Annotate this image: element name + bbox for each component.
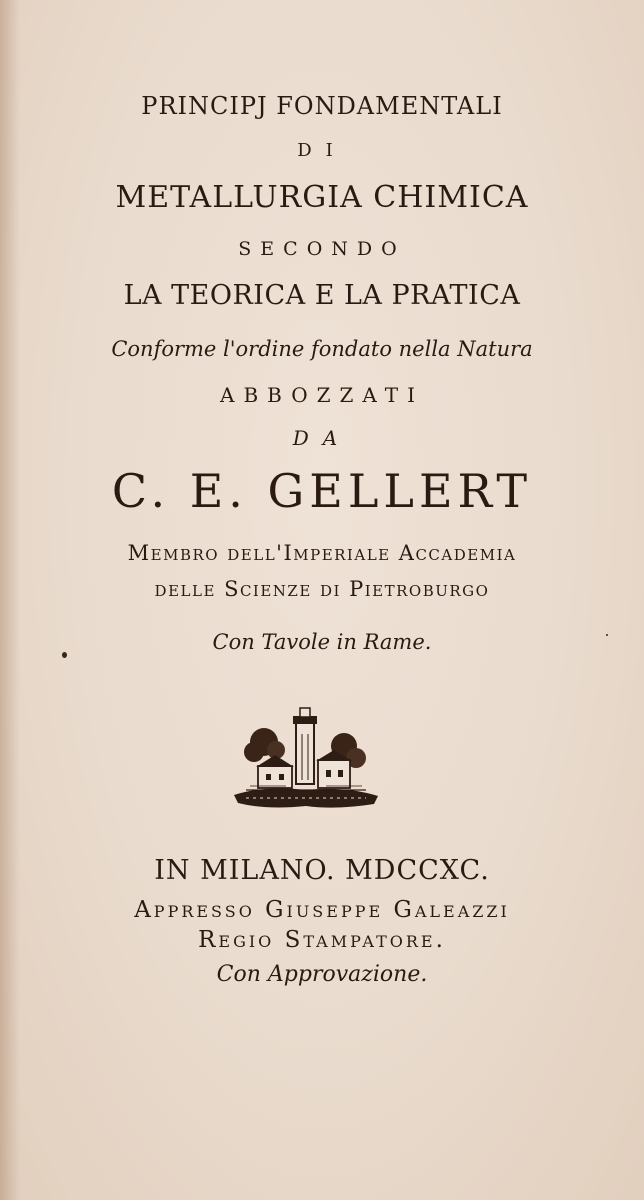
author-affiliation-1: Membro dell'Imperiale Accademia (127, 541, 517, 565)
woodcut-landscape-icon (226, 700, 386, 815)
title-line-2: DI (297, 140, 347, 161)
approval-note: Con Approvazione. (216, 962, 428, 987)
title-line-1: PRINCIPJ FONDAMENTALI (141, 92, 503, 120)
title-line-8: DA (292, 426, 352, 450)
imprint-printer-2: Regio Stampatore. (198, 927, 446, 953)
plates-note: Con Tavole in Rame. (212, 630, 432, 654)
ink-speck (606, 634, 608, 636)
author-affiliation-2: delle Scienze di Pietroburgo (154, 577, 490, 601)
imprint-printer-1: Appresso Giuseppe Galeazzi (134, 897, 510, 923)
title-line-6: Conforme l'ordine fondato nella Natura (111, 337, 533, 361)
title-line-4: SECONDO (238, 238, 406, 260)
imprint-place: IN MILANO. MDCCXC. (154, 855, 490, 886)
title-line-7: ABBOZZATI (220, 383, 424, 407)
title-line-5: LA TEORICA E LA PRATICA (123, 280, 521, 311)
ink-speck (62, 652, 67, 658)
author-name: C. E. GELLERT (111, 464, 533, 518)
title-line-3: METALLURGIA CHIMICA (115, 180, 529, 215)
